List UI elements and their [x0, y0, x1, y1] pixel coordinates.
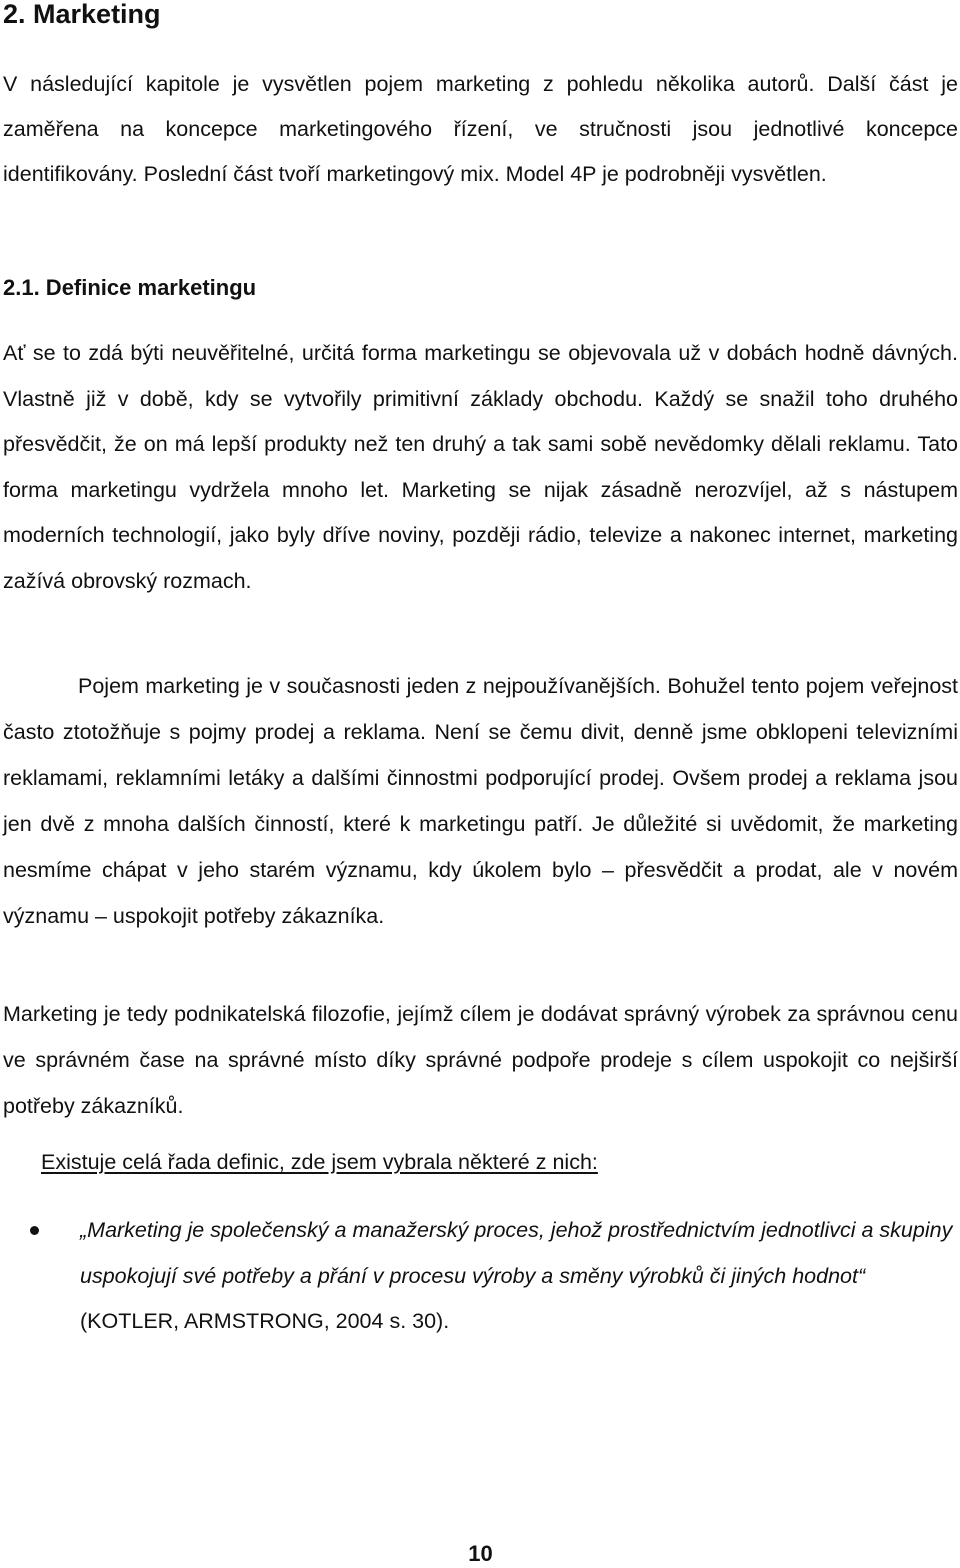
document-page — [3, 0, 958, 1568]
intro-paragraph: V následující kapitole je vysvětlen pojem marketing z pohledu několika autorů. Další část je zaměřena na koncepce marketingového řízení, ve stručnosti jsou jednotlivé koncepce identifikovány. Poslední část tvoří marketingový mix. Model 4P je podrobněji vysvětlen. — [3, 72, 958, 186]
body-paragraph-history: Ať se to zdá býti neuvěřitelné, určitá forma marketingu se objevovala už v dobách hodně dávných. Vlastně již v době, kdy se vytvořily primitivní základy obchodu. Každý se snažil toho druhého přesvědčit, že on má lepší produkty než ten druhý a tak sami sobě nevědomky dělali reklamu. Tato forma marketingu vydržela mnoho let. Marketing se nijak zásadně nerozvíjel, až s nástupem moderních technologií, jako byly dříve noviny, později rádio, televize a nakonec internet, marketing zažívá obrovský rozmach. — [3, 341, 958, 593]
bullet-icon — [30, 1226, 39, 1235]
list-item — [3, 1208, 958, 1345]
page-number: 10 — [468, 1541, 493, 1566]
definition-quote: „Marketing je společenský a manažerský proces, jehož prostřednictvím jednotlivci a skupiny uspokojují své potřeby a přání v procesu výroby a směny výrobků či jiných hodnot“ — [80, 1218, 953, 1288]
definitions-intro: Existuje celá řada definic, zde jsem vybrala některé z nich: — [41, 1150, 598, 1174]
section-heading: 2.1. Definice marketingu — [3, 275, 257, 300]
body-paragraph-philosophy: Marketing je tedy podnikatelská filozofie, jejímž cílem je dodávat správný výrobek za správnou cenu ve správném čase na správné místo díky správné podpoře prodeje s cílem uspokojit co nejširší potřeby zákazníků. — [3, 1002, 958, 1118]
definitions-list — [3, 1208, 958, 1345]
body-paragraph-concept: Pojem marketing je v současnosti jeden z nejpoužívanějších. Bohužel tento pojem veřejnost často ztotožňuje s pojmy prodej a reklama. Není se čemu divit, denně jsme obklopeni televizními reklamami, reklamními letáky a dalšími činnostmi podporující prodej. Ovšem prodej a reklama jsou jen dvě z mnoha dalších činností, které k marketingu patří. Je důležité si uvědomit, že marketing nesmíme chápat v jeho starém významu, kdy úkolem bylo – přesvědčit a prodat, ale v novém významu – uspokojit potřeby zákazníka. — [3, 674, 958, 928]
definition-citation: (KOTLER, ARMSTRONG, 2004 s. 30). — [80, 1309, 450, 1333]
chapter-heading: 2. Marketing — [3, 0, 161, 29]
